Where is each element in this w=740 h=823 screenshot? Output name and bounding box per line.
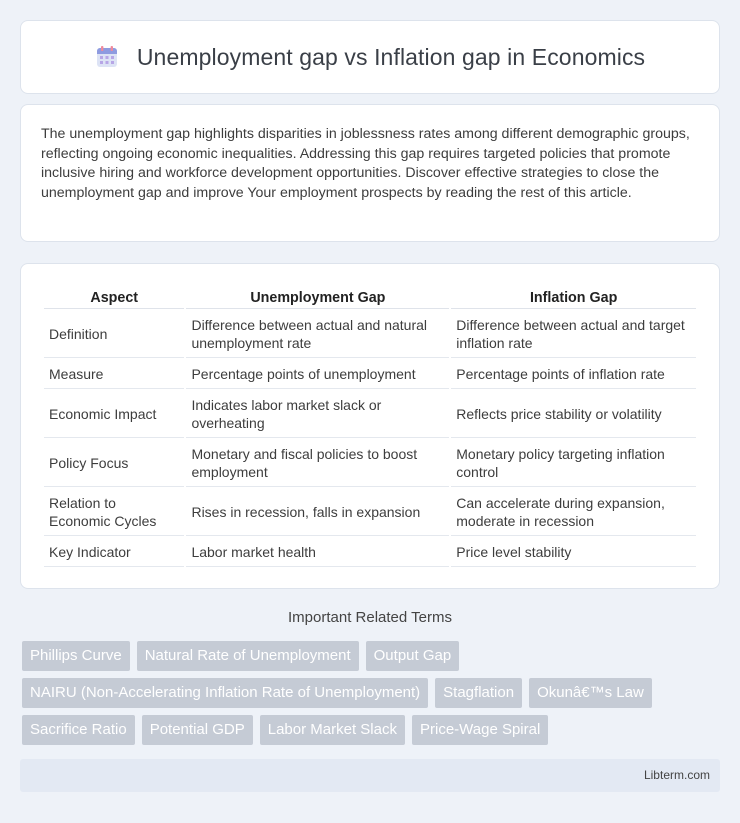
footer <box>20 759 720 792</box>
table-cell: Policy Focus <box>44 440 184 487</box>
table-cell: Monetary policy targeting inflation control <box>451 440 696 487</box>
table-cell: Definition <box>44 311 184 358</box>
intro-card <box>20 104 720 242</box>
table-row <box>44 391 696 438</box>
tag-stagflation[interactable]: Stagflation <box>435 678 522 708</box>
title-wrap <box>95 44 645 71</box>
table-row <box>44 538 696 567</box>
table-row <box>44 360 696 389</box>
table-cell: Price level stability <box>451 538 696 567</box>
intro-text: The unemployment gap highlights disparities in joblessness rates among different demographic groups, reflecting ongoing economic inequalities. Addressing this gap requires targeted policies that promote inclusive hiring and workforce development opportunities. Discover effective strategies to close the unemployment gap and improve Your employment prospects by reading the rest of this article. <box>41 126 690 201</box>
table-cell: Measure <box>44 360 184 389</box>
related-terms-title: Important Related Terms <box>288 609 452 626</box>
related-terms-tags <box>22 641 722 745</box>
comparison-table-card <box>20 263 720 589</box>
table-row <box>44 489 696 536</box>
column-header-inflation-gap: Inflation Gap <box>451 286 696 309</box>
table-cell: Indicates labor market slack or overheating <box>186 391 449 438</box>
table-cell: Key Indicator <box>44 538 184 567</box>
table-cell: Labor market health <box>186 538 449 567</box>
tag-phillips-curve[interactable]: Phillips Curve <box>22 641 130 671</box>
table-cell: Difference between actual and target inflation rate <box>451 311 696 358</box>
tag-sacrifice-ratio[interactable]: Sacrifice Ratio <box>22 715 135 745</box>
table-cell: Rises in recession, falls in expansion <box>186 489 449 536</box>
tag-potential-gdp[interactable]: Potential GDP <box>142 715 253 745</box>
tag-natural-rate-of-unemployment[interactable]: Natural Rate of Unemployment <box>137 641 359 671</box>
comparison-table <box>42 284 698 569</box>
table-cell: Percentage points of unemployment <box>186 360 449 389</box>
tag-output-gap[interactable]: Output Gap <box>366 641 460 671</box>
table-row <box>44 440 696 487</box>
table-cell: Percentage points of inflation rate <box>451 360 696 389</box>
table-cell: Can accelerate during expansion, moderate in recession <box>451 489 696 536</box>
calendar-icon <box>95 45 119 69</box>
column-header-unemployment-gap: Unemployment Gap <box>186 286 449 309</box>
table-cell: Difference between actual and natural unemployment rate <box>186 311 449 358</box>
table-cell: Relation to Economic Cycles <box>44 489 184 536</box>
table-cell: Reflects price stability or volatility <box>451 391 696 438</box>
table-cell: Monetary and fiscal policies to boost employment <box>186 440 449 487</box>
tag-nairu[interactable]: NAIRU (Non-Accelerating Inflation Rate of Unemployment) <box>22 678 428 708</box>
tag-okuns-law[interactable]: Okunâ€™s Law <box>529 678 652 708</box>
column-header-aspect: Aspect <box>44 286 184 309</box>
table-cell: Economic Impact <box>44 391 184 438</box>
page-title: Unemployment gap vs Inflation gap in Economics <box>136 43 646 70</box>
table-row <box>44 311 696 358</box>
tag-price-wage-spiral[interactable]: Price-Wage Spiral <box>412 715 548 745</box>
footer-brand-link[interactable]: Libterm.com <box>643 768 710 782</box>
header-card <box>20 20 720 94</box>
table-header-row <box>44 286 696 309</box>
tag-labor-market-slack[interactable]: Labor Market Slack <box>260 715 405 745</box>
